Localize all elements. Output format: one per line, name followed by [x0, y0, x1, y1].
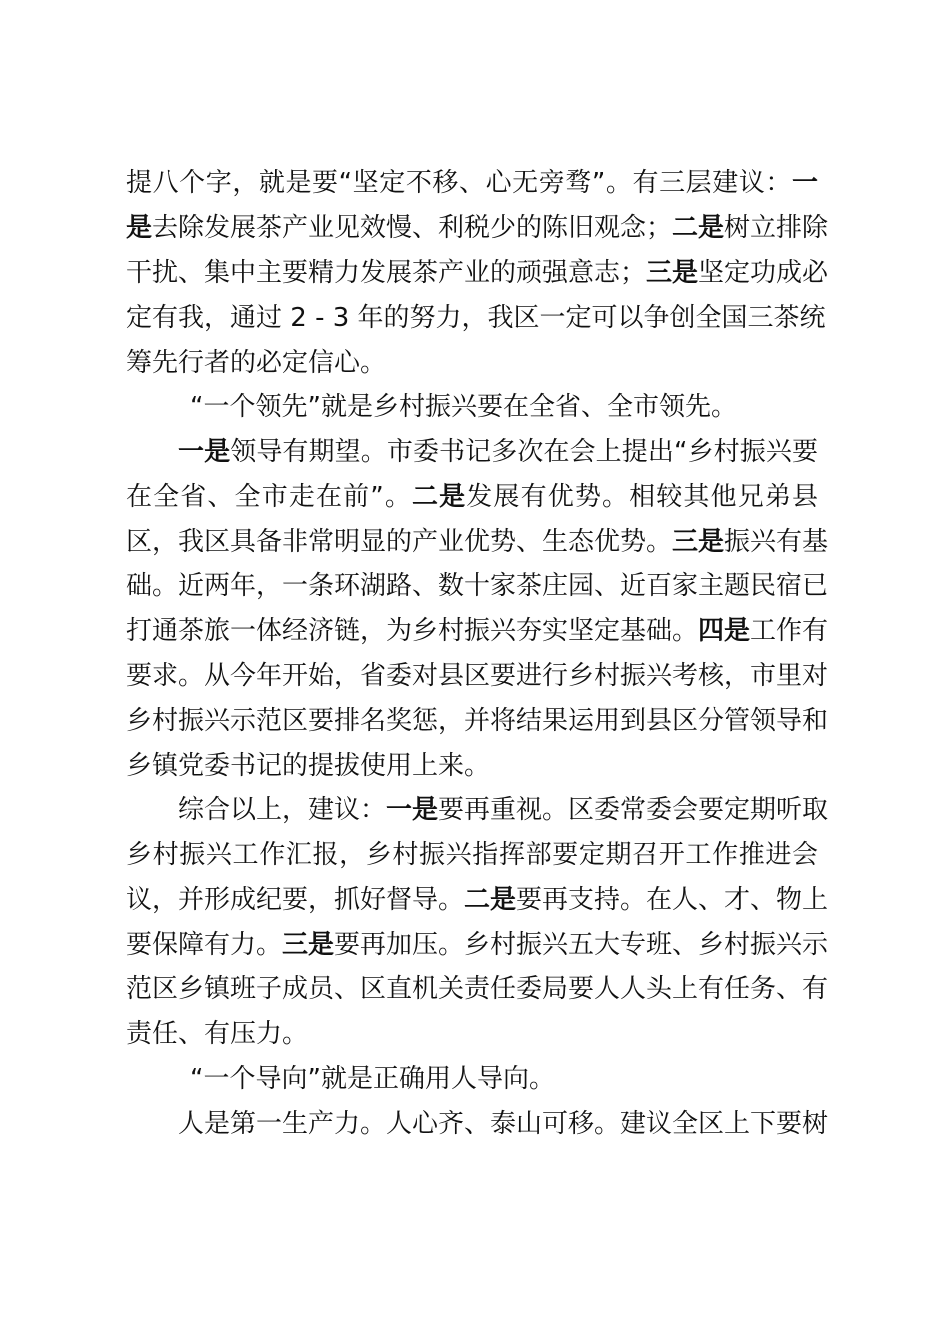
text-line-22: [126, 1102, 829, 1146]
text-run: “一个导向”就是正确用人导向。: [190, 1064, 555, 1094]
text-run: “一个领先”就是乡村振兴要在全省、全市领先。: [190, 392, 737, 422]
bold-text-run: 三是: [646, 258, 699, 288]
text-line-7: [126, 430, 818, 474]
bold-text-run: 三是: [282, 930, 335, 960]
text-run: 要保障有力。: [126, 930, 283, 960]
text-line-9: [126, 520, 829, 564]
bold-text-run: 四是: [698, 616, 751, 646]
text-run: 乡镇党委书记的提拔使用上来。: [126, 751, 491, 781]
text-run: 定有我，通过 2 - 3 年的努力，我区一定可以争创全国三茶统: [126, 303, 826, 333]
text-run: 在全省、全市走在前”。: [126, 482, 413, 512]
text-run: 础。近两年，一条环湖路、数十家茶庄园、近百家主题民宿已: [126, 571, 829, 601]
text-line-13: [126, 699, 829, 743]
bold-text-run: 是: [126, 213, 153, 243]
text-line-5: [126, 341, 818, 385]
bold-text-run: 二是: [412, 482, 467, 512]
text-run: 去除发展茶产业见效慢、利税少的陈旧观念；: [152, 213, 673, 243]
text-run: 振兴有基: [724, 527, 829, 557]
text-run: 发展有优势。相较其他兄弟县: [466, 482, 818, 512]
text-run: 区，我区具备非常明显的产业优势、生态优势。: [126, 527, 673, 557]
bold-text-run: 二是: [464, 885, 517, 915]
text-line-3: [126, 251, 829, 295]
section-heading-guidance: [126, 1057, 818, 1101]
text-run: 干扰、集中主要精力发展茶产业的顽强意志；: [126, 258, 647, 288]
text-run: 领导有期望。市委书记多次在会上提出“乡村振兴要: [230, 437, 818, 467]
text-line-19: [126, 967, 829, 1011]
text-run: 坚定功成必: [698, 258, 829, 288]
text-line-4: [126, 296, 826, 340]
text-line-8: [126, 475, 818, 519]
text-run: 打通茶旅一体经济链，为乡村振兴夯实坚定基础。: [126, 616, 699, 646]
text-line-16: [126, 833, 818, 877]
text-line-18: [126, 923, 829, 967]
text-line-14: [126, 744, 818, 788]
text-run: 范区乡镇班子成员、区直机关责任委局要人人头上有任务、有: [126, 974, 829, 1004]
text-run: 树立排除: [724, 213, 829, 243]
text-run: 议，并形成纪要，抓好督导。: [126, 885, 465, 915]
text-run: 人是第一生产力。人心齐、泰山可移。建议全区上下要树: [178, 1109, 829, 1139]
bold-text-run: 三是: [672, 527, 725, 557]
text-run: 要再加压。乡村振兴五大专班、乡村振兴示: [334, 930, 829, 960]
text-line-11: [126, 609, 829, 653]
text-line-20: [126, 1012, 818, 1056]
text-run: 要求。从今年开始，省委对县区要进行乡村振兴考核，市里对: [126, 661, 829, 691]
text-run: 乡村振兴示范区要排名奖惩，并将结果运用到县区分管领导和: [126, 706, 829, 736]
text-run: 综合以上，建议：: [178, 795, 387, 825]
text-run: 提八个字，就是要“坚定不移、心无旁骛”。有三层建议：: [126, 168, 792, 198]
text-run: 要再重视。区委常委会要定期听取: [438, 795, 829, 825]
text-run: 筹先行者的必定信心。: [126, 348, 387, 378]
text-line-15: [126, 788, 829, 832]
text-line-17: [126, 878, 829, 922]
document-page: [126, 0, 829, 1344]
bold-text-run: 二是: [672, 213, 725, 243]
text-line-10: [126, 564, 829, 608]
text-run: 乡村振兴工作汇报，乡村振兴指挥部要定期召开工作推进会: [126, 840, 818, 870]
text-run: 工作有: [750, 616, 829, 646]
bold-text-run: 一: [791, 168, 818, 198]
text-line-1: [126, 161, 818, 205]
bold-text-run: 一是: [178, 437, 231, 467]
text-run: 要再支持。在人、才、物上: [516, 885, 829, 915]
text-run: 责任、有压力。: [126, 1019, 309, 1049]
bold-text-run: 一是: [386, 795, 439, 825]
text-line-12: [126, 654, 829, 698]
text-line-2: [126, 206, 829, 250]
section-heading-lead: [126, 385, 818, 429]
